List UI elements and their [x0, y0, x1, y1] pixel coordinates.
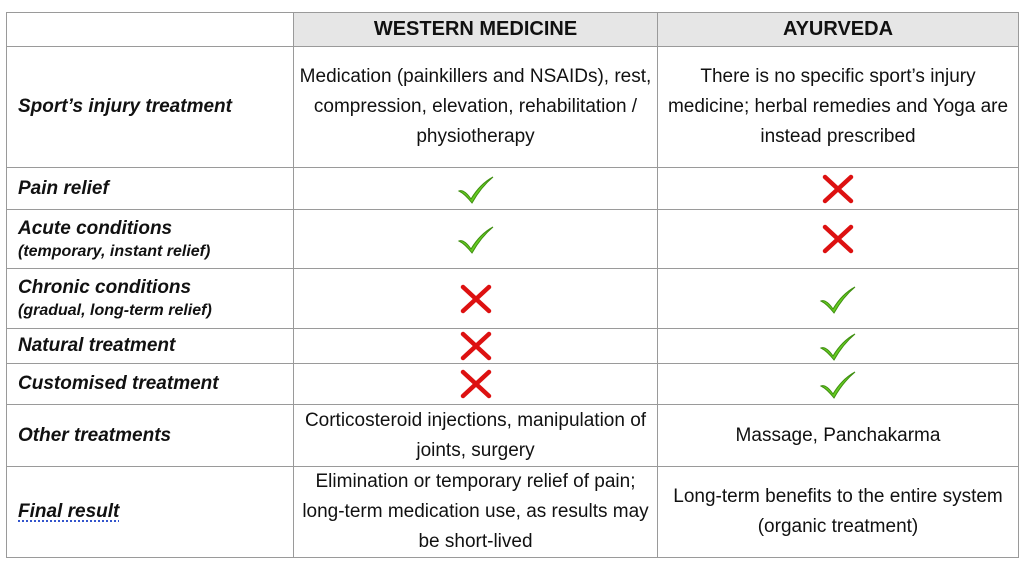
western-cell: Elimination or temporary relief of pain; long-term medication use, as results may be short-lived	[294, 467, 658, 558]
check-icon	[818, 331, 858, 361]
western-cell	[294, 168, 658, 210]
row-label: Customised treatment	[7, 364, 294, 405]
row-label: Sport’s injury treatment	[7, 47, 294, 168]
western-cell	[294, 210, 658, 269]
header-western-medicine: WESTERN MEDICINE	[294, 13, 658, 47]
row-sublabel: (temporary, instant relief)	[18, 242, 211, 260]
cross-icon	[821, 174, 855, 204]
cross-icon	[821, 224, 855, 254]
table-row	[7, 364, 1019, 405]
row-label: Chronic conditions	[18, 277, 192, 298]
ayurveda-cell	[658, 168, 1019, 210]
comparison-table-wrapper	[6, 12, 1019, 558]
western-cell	[294, 269, 658, 329]
cross-icon	[459, 369, 493, 399]
table-row	[7, 329, 1019, 364]
ayurveda-cell	[658, 269, 1019, 329]
western-cell	[294, 329, 658, 364]
row-label-cell[interactable]	[7, 467, 294, 558]
row-label: Other treatments	[7, 405, 294, 467]
row-label: Acute conditions	[18, 217, 173, 239]
ayurveda-cell	[658, 364, 1019, 405]
table-row	[7, 168, 1019, 210]
final-result-link[interactable]: Final result	[18, 501, 120, 522]
row-label-cell	[7, 210, 294, 269]
row-label: Natural treatment	[7, 329, 294, 364]
table-row	[7, 269, 1019, 329]
table-row	[7, 47, 1019, 168]
check-icon	[818, 369, 858, 399]
cross-icon	[459, 284, 493, 314]
check-icon	[456, 224, 496, 254]
western-cell	[294, 364, 658, 405]
ayurveda-cell: There is no specific sport’s injury medicine; herbal remedies and Yoga are instead prescribed	[658, 47, 1019, 168]
row-sublabel: (gradual, long-term relief)	[18, 302, 212, 319]
check-icon	[456, 174, 496, 204]
comparison-table	[6, 12, 1019, 558]
ayurveda-cell: Long-term benefits to the entire system (organic treatment)	[658, 467, 1019, 558]
table-row	[7, 467, 1019, 558]
cross-icon	[459, 331, 493, 361]
header-ayurveda: AYURVEDA	[658, 13, 1019, 47]
ayurveda-cell	[658, 210, 1019, 269]
header-row	[7, 13, 1019, 47]
ayurveda-cell	[658, 329, 1019, 364]
ayurveda-cell: Massage, Panchakarma	[658, 405, 1019, 467]
row-label: Pain relief	[7, 168, 294, 210]
western-cell: Medication (painkillers and NSAIDs), rest, compression, elevation, rehabilitation / physiotherapy	[294, 47, 658, 168]
table-row	[7, 210, 1019, 269]
western-cell: Corticosteroid injections, manipulation of joints, surgery	[294, 405, 658, 467]
row-label-cell	[7, 269, 294, 329]
header-corner-cell	[7, 13, 294, 47]
table-row	[7, 405, 1019, 467]
check-icon	[818, 284, 858, 314]
